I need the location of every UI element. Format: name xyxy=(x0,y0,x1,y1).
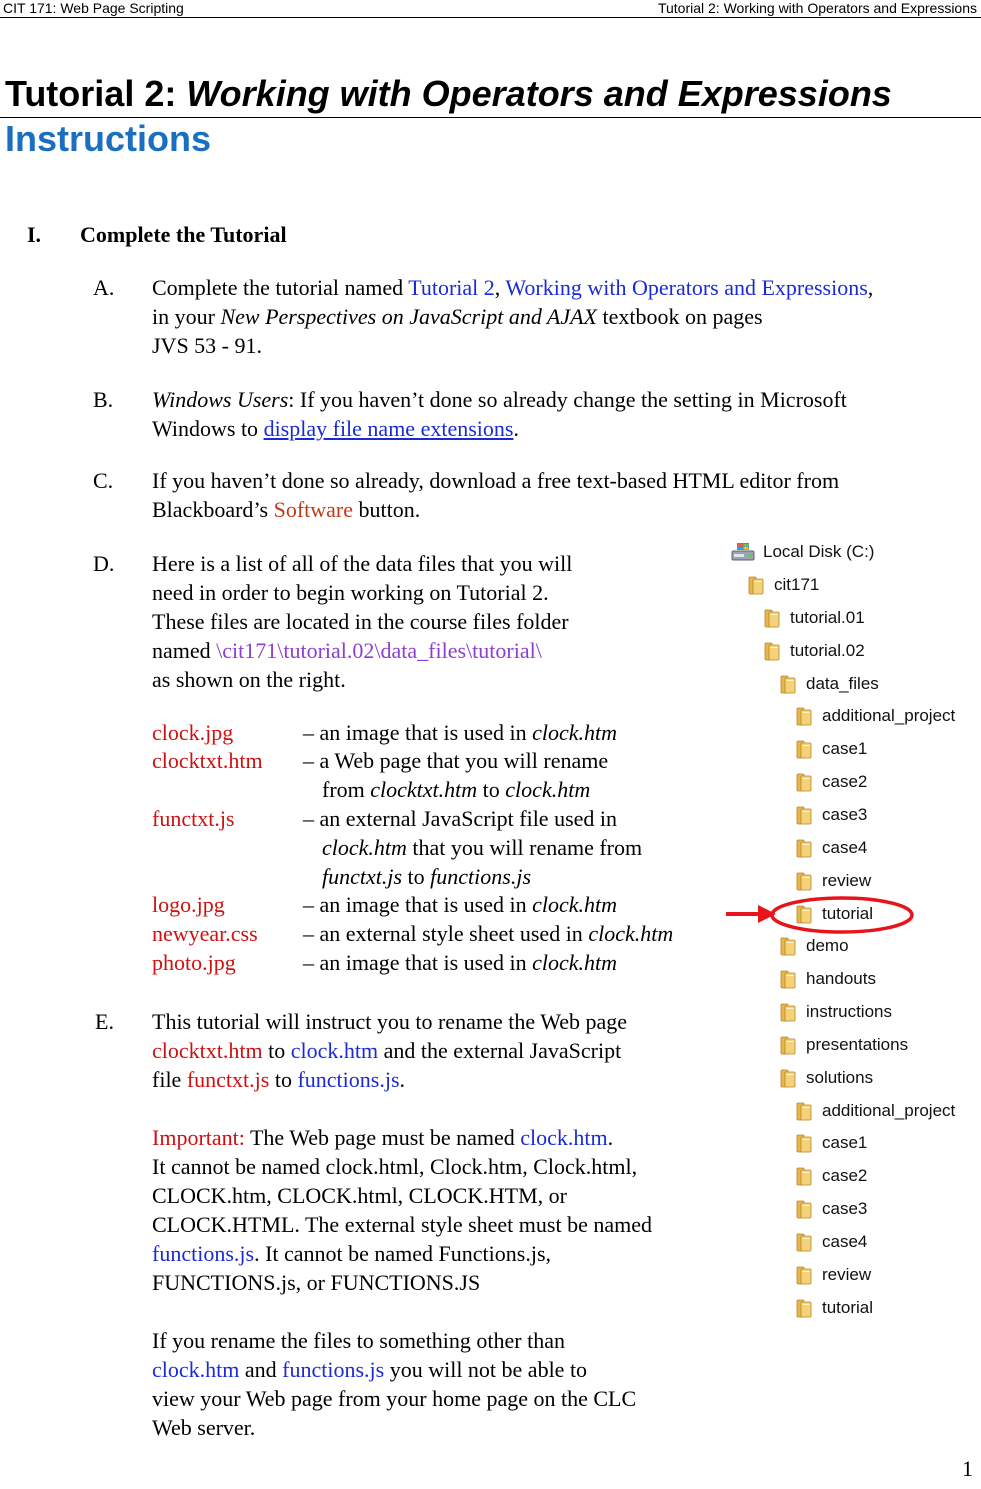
file-description xyxy=(303,804,642,891)
file-extensions-link[interactable]: display file name extensions xyxy=(263,416,514,441)
file-ref-functions: functions.js xyxy=(152,1241,255,1266)
tree-folder-tutorial-01[interactable] xyxy=(764,604,865,632)
tree-folder-label: handouts xyxy=(806,969,876,988)
tree-folder-cit171[interactable] xyxy=(748,571,819,599)
item-c-label: C. xyxy=(93,468,114,493)
item-e-text-span: The Web page must be named xyxy=(244,1125,521,1150)
tree-folder-presentations[interactable] xyxy=(780,1031,908,1059)
item-e-label: E. xyxy=(95,1009,114,1034)
file-desc-ref: clock.htm xyxy=(532,950,618,975)
tree-root-label: Local Disk (C:) xyxy=(763,542,875,561)
highlight-circle xyxy=(772,898,912,932)
tree-folder-label: additional_project xyxy=(822,706,956,725)
item-e-line: CLOCK.HTML. The external style sheet must be named xyxy=(152,1212,652,1237)
tree-folder-label: tutorial xyxy=(822,1298,874,1317)
tree-folder-label: review xyxy=(822,871,872,890)
folder-icon xyxy=(780,1003,797,1022)
header-tutorial: Tutorial 2: Working with Operators and Expressions xyxy=(657,0,977,16)
file-name: clocktxt.htm xyxy=(152,748,263,773)
item-b-label: B. xyxy=(93,387,114,412)
folder-icon xyxy=(780,1069,797,1088)
page-title xyxy=(5,73,892,115)
tree-folder-case4[interactable] xyxy=(796,834,867,862)
item-a-t1: Complete the tutorial named xyxy=(152,275,409,300)
file-desc-text: – an image that is used in xyxy=(303,720,533,745)
tree-folder-case1[interactable] xyxy=(796,1129,867,1157)
folder-icon xyxy=(796,740,813,759)
folder-icon xyxy=(796,872,813,891)
folder-icon xyxy=(764,642,781,661)
file-desc-ref: clock.htm xyxy=(532,720,618,745)
item-e-l1: This tutorial will instruct you to rename the Web page xyxy=(152,1009,627,1034)
file-description xyxy=(303,746,608,804)
section-number: I. xyxy=(27,222,42,247)
tree-folder-case1[interactable] xyxy=(796,735,867,763)
tutorial-link[interactable]: Tutorial 2 xyxy=(408,275,495,300)
folder-icon xyxy=(796,839,813,858)
drive-icon xyxy=(731,542,755,562)
file-desc-text: – an image that is used in xyxy=(303,892,533,917)
folder-icon xyxy=(796,806,813,825)
item-e-line: If you rename the files to something other than xyxy=(152,1328,565,1353)
folder-icon xyxy=(796,1102,813,1121)
file-ref-functions: functions.js xyxy=(282,1357,385,1382)
title-prefix: Tutorial 2: xyxy=(5,73,187,114)
item-b-text xyxy=(152,385,847,443)
folder-icon xyxy=(796,773,813,792)
tree-folder-case4[interactable] xyxy=(796,1228,867,1256)
item-c-t2: Blackboard’s xyxy=(152,497,274,522)
highlight-annotation xyxy=(722,893,922,939)
file-desc-text: to xyxy=(477,777,506,802)
folder-icon xyxy=(748,576,765,595)
item-e-line: Web server. xyxy=(152,1415,256,1440)
file-name: clock.jpg xyxy=(152,720,234,745)
item-d-l1: Here is a list of all of the data files that you will xyxy=(152,551,573,576)
item-d-l3: These files are located in the course files folder xyxy=(152,609,569,634)
item-d-text xyxy=(152,549,572,694)
tree-folder-tutorial[interactable] xyxy=(796,1294,873,1322)
tree-folder-review[interactable] xyxy=(796,867,871,895)
folder-icon xyxy=(780,675,797,694)
item-c-text xyxy=(152,466,839,524)
file-description xyxy=(303,718,617,747)
folder-icon xyxy=(796,1167,813,1186)
file-ref-clocktxt: clocktxt.htm xyxy=(152,1038,263,1063)
file-description xyxy=(303,948,617,977)
tree-folder-label: case4 xyxy=(822,1232,868,1251)
folder-icon xyxy=(780,970,797,989)
item-c-t1: If you haven’t done so already, download a free text-based HTML editor from xyxy=(152,468,840,493)
tree-folder-label: data_files xyxy=(806,674,879,693)
folder-icon xyxy=(780,1036,797,1055)
tree-folder-label: solutions xyxy=(806,1068,874,1087)
item-e-text-span: and xyxy=(239,1357,283,1382)
item-c-t3: button. xyxy=(353,497,421,522)
file-name: photo.jpg xyxy=(152,950,236,975)
tree-folder-label: review xyxy=(822,1265,872,1284)
page-subtitle: Instructions xyxy=(5,118,212,159)
header-course: CIT 171: Web Page Scripting xyxy=(3,0,184,16)
item-e-text-span: file xyxy=(152,1067,187,1092)
tree-folder-label: tutorial.01 xyxy=(790,608,865,627)
folder-icon xyxy=(796,1266,813,1285)
item-e-text-span: . It cannot be named Functions.js, xyxy=(254,1241,552,1266)
file-desc-text: from xyxy=(322,777,371,802)
tree-folder-solutions[interactable] xyxy=(780,1064,873,1092)
tree-folder-case3[interactable] xyxy=(796,1195,867,1223)
item-b-t1: : If you haven’t done so already change the setting in Microsoft xyxy=(288,387,847,412)
folder-icon xyxy=(796,1134,813,1153)
file-ref-clock: clock.htm xyxy=(520,1125,608,1150)
file-desc-ref: functions.js xyxy=(430,864,532,889)
file-desc-text: to xyxy=(402,864,431,889)
item-a-text xyxy=(152,273,873,360)
file-desc-ref: clock.htm xyxy=(588,921,674,946)
file-desc-text: that you will rename from xyxy=(406,835,643,860)
tree-folder-label: case3 xyxy=(822,805,868,824)
tree-folder-case2[interactable] xyxy=(796,1162,867,1190)
section-heading: Complete the Tutorial xyxy=(80,222,287,247)
item-e-line: It cannot be named clock.html, Clock.htm, Clock.html, xyxy=(152,1154,638,1179)
folder-icon xyxy=(796,1200,813,1219)
item-d-l4a: named xyxy=(152,638,217,663)
title-italic: Working with Operators and Expressions xyxy=(186,73,892,114)
windows-users-lead: Windows Users xyxy=(152,387,289,412)
file-ref-clock: clock.htm xyxy=(152,1357,240,1382)
software-link[interactable]: Software xyxy=(273,497,354,522)
item-d-l5: as shown on the right. xyxy=(152,667,346,692)
item-e-text-span: and the external JavaScript xyxy=(378,1038,622,1063)
item-e-text-span: to xyxy=(262,1038,291,1063)
tree-folder-label: case2 xyxy=(822,772,868,791)
item-e-text-span: to xyxy=(269,1067,298,1092)
item-d-l2: need in order to begin working on Tutorial 2. xyxy=(152,580,549,605)
file-desc-text: – a Web page that you will rename xyxy=(303,748,609,773)
tree-folder-label: demo xyxy=(806,936,849,955)
tree-folder-case2[interactable] xyxy=(796,768,867,796)
spacer xyxy=(152,1094,652,1123)
tree-folder-label: cit171 xyxy=(774,575,820,594)
item-e-line: CLOCK.htm, CLOCK.html, CLOCK.HTM, or xyxy=(152,1183,567,1208)
tree-root[interactable] xyxy=(731,538,874,566)
file-name: logo.jpg xyxy=(152,892,225,917)
file-ref-functxt: functxt.js xyxy=(186,1067,270,1092)
folder-icon xyxy=(764,609,781,628)
file-desc-text: – an external JavaScript file used in xyxy=(303,806,618,831)
item-a-label: A. xyxy=(93,275,115,300)
tree-folder-handouts[interactable] xyxy=(780,965,876,993)
folder-icon xyxy=(796,707,813,726)
tree-folder-label: case2 xyxy=(822,1166,868,1185)
tree-folder-data-files[interactable] xyxy=(780,670,879,698)
item-e-text-span: . xyxy=(607,1125,614,1150)
file-desc-text: – an external style sheet used in xyxy=(303,921,589,946)
file-desc-ref: clock.htm xyxy=(322,835,407,860)
tree-folder-label: instructions xyxy=(806,1002,892,1021)
tree-folder-instructions[interactable] xyxy=(780,998,892,1026)
tree-folder-label: case1 xyxy=(822,739,868,758)
textbook-title: New Perspectives on JavaScript and AJAX xyxy=(220,304,597,329)
tree-folder-label: tutorial.02 xyxy=(790,641,865,660)
item-a-pages: JVS 53 - 91. xyxy=(152,333,263,358)
tree-folder-additional-project[interactable] xyxy=(796,1097,955,1125)
file-desc-ref: clocktxt.htm xyxy=(370,777,478,802)
item-d-label: D. xyxy=(93,551,115,576)
tree-folder-label: presentations xyxy=(806,1035,909,1054)
item-a-t2: , xyxy=(494,275,506,300)
tree-folder-tutorial-02[interactable] xyxy=(764,637,865,665)
file-desc-ref: clock.htm xyxy=(532,892,618,917)
tree-folder-label: case3 xyxy=(822,1199,868,1218)
tree-folder-label: case1 xyxy=(822,1133,868,1152)
file-description xyxy=(303,890,617,919)
file-name: functxt.js xyxy=(152,806,235,831)
header-divider xyxy=(0,17,981,18)
file-description xyxy=(303,919,673,948)
item-a-t5: textbook on pages xyxy=(597,304,763,329)
item-a-t3: , xyxy=(867,275,874,300)
tree-folder-label: case4 xyxy=(822,838,868,857)
item-e-text xyxy=(152,1007,652,1442)
item-e-text-span: you will not be able to xyxy=(384,1357,588,1382)
tree-folder-additional-project[interactable] xyxy=(796,702,955,730)
tree-folder-case3[interactable] xyxy=(796,801,867,829)
item-b-t3: . xyxy=(513,416,519,441)
tutorial-title-link[interactable]: Working with Operators and Expressions xyxy=(505,275,868,300)
folder-icon xyxy=(780,937,797,956)
important-label: Important: xyxy=(152,1125,245,1150)
item-e-text-span: . xyxy=(399,1067,406,1092)
file-ref-functions: functions.js xyxy=(297,1067,400,1092)
item-b-t2: Windows to xyxy=(152,416,264,441)
item-e-line: FUNCTIONS.js, or FUNCTIONS.JS xyxy=(152,1270,481,1295)
file-ref-clock: clock.htm xyxy=(290,1038,379,1063)
file-desc-text: – an image that is used in xyxy=(303,950,533,975)
spacer xyxy=(152,1297,652,1326)
file-desc-ref: clock.htm xyxy=(505,777,591,802)
item-a-t4: in your xyxy=(152,304,221,329)
data-files-path: \cit171\tutorial.02\data_files\tutorial\ xyxy=(216,638,542,663)
item-e-line: view your Web page from your home page on the CLC xyxy=(152,1386,637,1411)
tree-folder-review[interactable] xyxy=(796,1261,871,1289)
page-number: 1 xyxy=(962,1456,973,1481)
tree-folder-label: tutorial xyxy=(822,904,874,923)
file-desc-ref: functxt.js xyxy=(322,864,403,889)
folder-icon xyxy=(796,1299,813,1318)
folder-icon xyxy=(796,1233,813,1252)
tree-folder-label: additional_project xyxy=(822,1101,956,1120)
file-name: newyear.css xyxy=(152,921,258,946)
